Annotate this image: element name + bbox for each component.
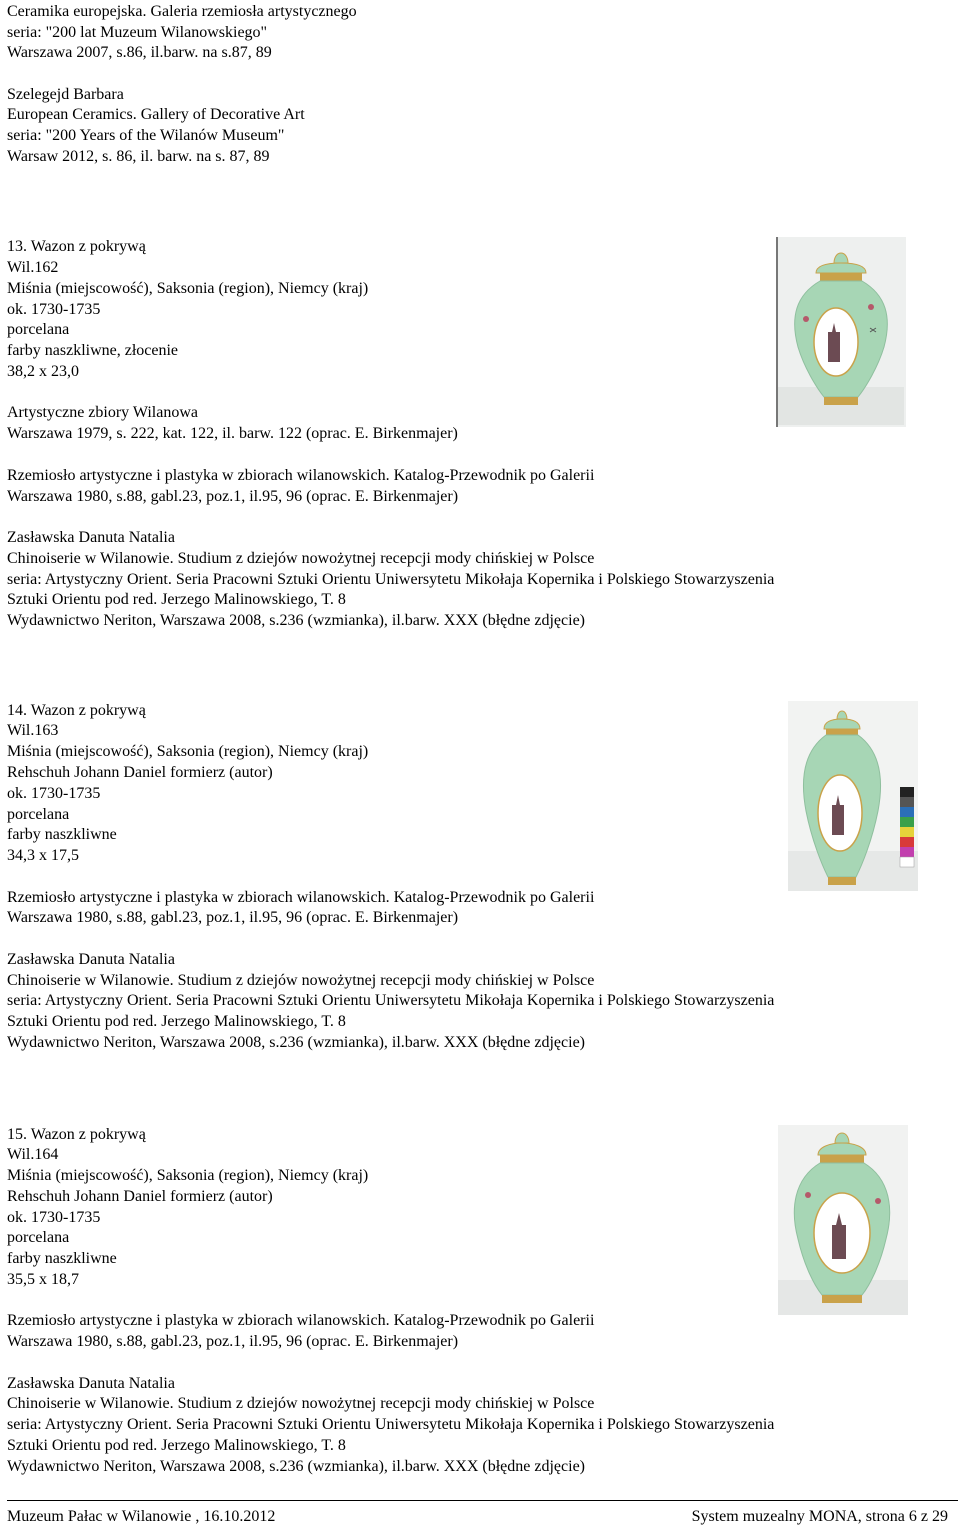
entry-line: Warszawa 1980, s.88, gabl.23, poz.1, il.95, 96 (oprac. E. Birkenmajer) xyxy=(7,1333,459,1350)
entry-line: Miśnia (miejscowość), Saksonia (region), Niemcy (kraj) xyxy=(7,1167,369,1184)
entry-line: Rzemiosło artystyczne i plastyka w zbiorach wilanowskich. Katalog-Przewodnik po Galerii xyxy=(7,467,595,484)
entry-line: Wydawnictwo Neriton, Warszawa 2008, s.236 (wzmianka), il.barw. XXX (błędne zdjęcie) xyxy=(7,1034,585,1051)
entry-line: porcelana xyxy=(7,1229,70,1246)
entry-line: seria: Artystyczny Orient. Seria Pracowni Sztuki Orientu Uniwersytetu Mikołaja Kopernika i Polskiego Stowarzyszenia xyxy=(7,571,775,588)
entry-title: 14. Wazon z pokrywą xyxy=(7,702,146,719)
entry-line: ok. 1730-1735 xyxy=(7,1209,101,1226)
entry-line: farby naszkliwne xyxy=(7,1250,117,1267)
footer-left: Muzeum Pałac w Wilanowie , 16.10.2012 xyxy=(7,1508,276,1525)
entry-line: Warszawa 1980, s.88, gabl.23, poz.1, il.95, 96 (oprac. E. Birkenmajer) xyxy=(7,488,459,505)
intro-line: Warsaw 2012, s. 86, il. barw. na s. 87, 89 xyxy=(7,148,270,165)
intro-line: seria: "200 lat Muzeum Wilanowskiego" xyxy=(7,24,268,41)
entry-line: Rzemiosło artystyczne i plastyka w zbiorach wilanowskich. Katalog-Przewodnik po Galerii xyxy=(7,889,595,906)
entry-inventory: Wil.163 xyxy=(7,722,59,739)
vase-photo-icon xyxy=(778,1125,908,1315)
entry-line: farby naszkliwne, złocenie xyxy=(7,342,179,359)
entry-line: Zasławska Danuta Natalia xyxy=(7,529,175,546)
entry-line: Zasławska Danuta Natalia xyxy=(7,1375,175,1392)
entry-line: Rehschuh Johann Daniel formierz (autor) xyxy=(7,1188,273,1205)
intro-line: seria: "200 Years of the Wilanów Museum" xyxy=(7,127,285,144)
vase-photo-icon xyxy=(788,701,918,891)
entry-line: Miśnia (miejscowość), Saksonia (region), Niemcy (kraj) xyxy=(7,743,369,760)
footer-divider xyxy=(7,1500,958,1501)
vase-photo-icon xyxy=(776,237,906,427)
entry-line: Sztuki Orientu pod red. Jerzego Malinowskiego, T. 8 xyxy=(7,1013,346,1030)
entry-inventory: Wil.164 xyxy=(7,1146,59,1163)
entry-title: 15. Wazon z pokrywą xyxy=(7,1126,146,1143)
entry-line: Zasławska Danuta Natalia xyxy=(7,951,175,968)
entry-line: Warszawa 1980, s.88, gabl.23, poz.1, il.95, 96 (oprac. E. Birkenmajer) xyxy=(7,909,459,926)
entry-line: 38,2 x 23,0 xyxy=(7,363,79,380)
entry-line: Chinoiserie w Wilanowie. Studium z dziejów nowożytnej recepcji mody chińskiej w Polsce xyxy=(7,550,595,567)
entry-line: ok. 1730-1735 xyxy=(7,301,101,318)
entry-title: 13. Wazon z pokrywą xyxy=(7,238,146,255)
entry-line: Sztuki Orientu pod red. Jerzego Malinowskiego, T. 8 xyxy=(7,1437,346,1454)
footer-right: System muzealny MONA, strona 6 z 29 xyxy=(691,1508,948,1525)
entry-line: ok. 1730-1735 xyxy=(7,785,101,802)
entry-line: Sztuki Orientu pod red. Jerzego Malinowskiego, T. 8 xyxy=(7,591,346,608)
entry-line: Artystyczne zbiory Wilanowa xyxy=(7,404,198,421)
entry-line: Miśnia (miejscowość), Saksonia (region), Niemcy (kraj) xyxy=(7,280,369,297)
entry-line: seria: Artystyczny Orient. Seria Pracowni Sztuki Orientu Uniwersytetu Mikołaja Kopernika i Polskiego Stowarzyszenia xyxy=(7,992,775,1009)
entry-line: Wydawnictwo Neriton, Warszawa 2008, s.236 (wzmianka), il.barw. XXX (błędne zdjęcie) xyxy=(7,1458,585,1475)
intro-line: Ceramika europejska. Galeria rzemiosła artystycznego xyxy=(7,3,357,20)
entry-line: Rehschuh Johann Daniel formierz (autor) xyxy=(7,764,273,781)
entry-line: seria: Artystyczny Orient. Seria Pracowni Sztuki Orientu Uniwersytetu Mikołaja Kopernika i Polskiego Stowarzyszenia xyxy=(7,1416,775,1433)
entry-line: Chinoiserie w Wilanowie. Studium z dziejów nowożytnej recepcji mody chińskiej w Polsce xyxy=(7,1395,595,1412)
entry-line: farby naszkliwne xyxy=(7,826,117,843)
entry-line: Rzemiosło artystyczne i plastyka w zbiorach wilanowskich. Katalog-Przewodnik po Galerii xyxy=(7,1312,595,1329)
entry-line: Chinoiserie w Wilanowie. Studium z dziejów nowożytnej recepcji mody chińskiej w Polsce xyxy=(7,972,595,989)
intro-line: Warszawa 2007, s.86, il.barw. na s.87, 89 xyxy=(7,44,272,61)
entry-line: Warszawa 1979, s. 222, kat. 122, il. barw. 122 (oprac. E. Birkenmajer) xyxy=(7,425,458,442)
entry-line: 34,3 x 17,5 xyxy=(7,847,79,864)
entry-line: porcelana xyxy=(7,806,70,823)
entry-line: porcelana xyxy=(7,321,70,338)
intro-line: Szelegejd Barbara xyxy=(7,86,124,103)
entry-inventory: Wil.162 xyxy=(7,259,59,276)
entry-line: Wydawnictwo Neriton, Warszawa 2008, s.236 (wzmianka), il.barw. XXX (błędne zdjęcie) xyxy=(7,612,585,629)
intro-line: European Ceramics. Gallery of Decorative Art xyxy=(7,106,305,123)
entry-line: 35,5 x 18,7 xyxy=(7,1271,79,1288)
